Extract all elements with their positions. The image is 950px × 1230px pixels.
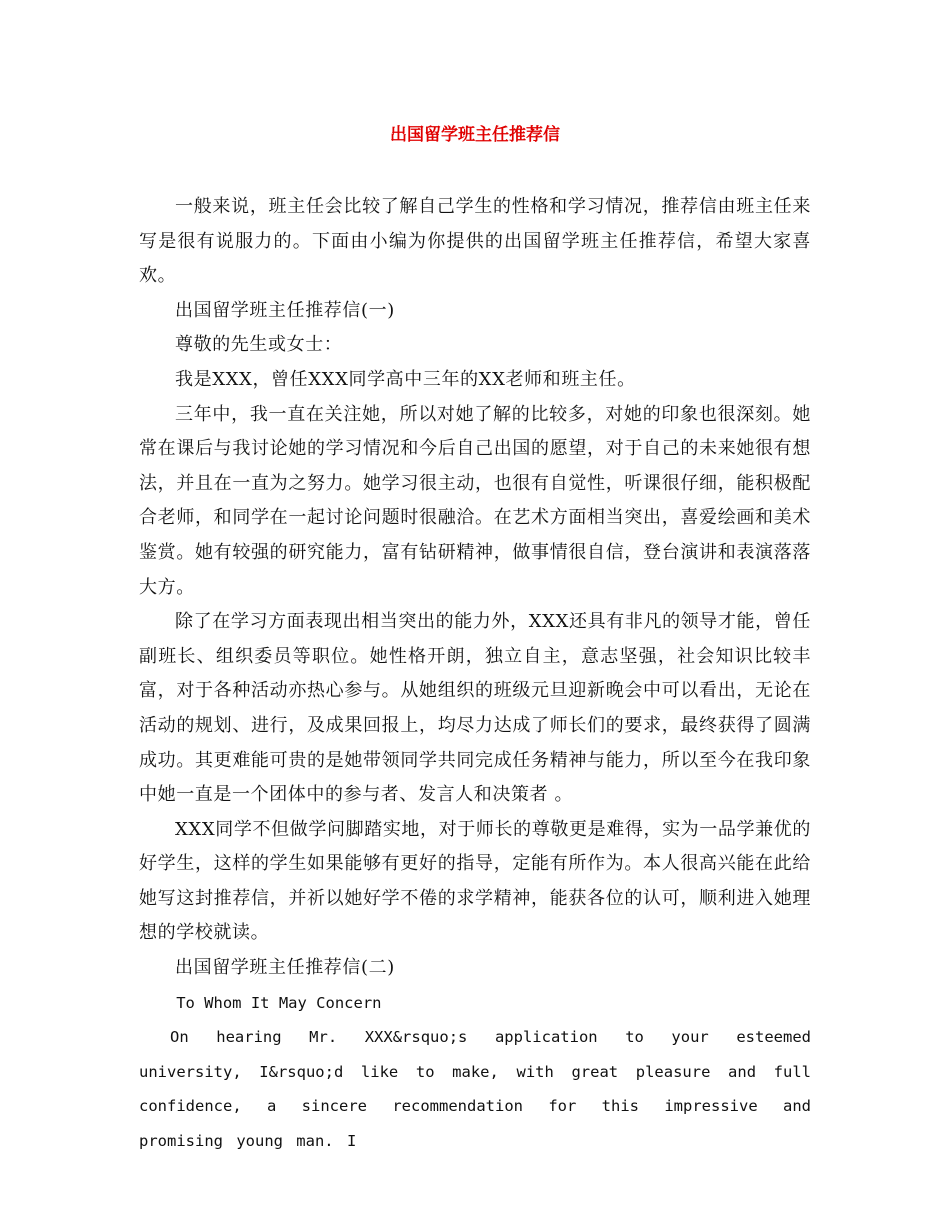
letter-paragraph: XXX同学不但做学问脚踏实地，对于师长的尊敬更是难得，实为一品学兼优的好学生，这样的学生如果能够有更好的指导，定能有所作为。本人很高兴能在此给她写这封推荐信，并祈以她好学不倦的求学精神，能获各位的认可，顺利进入她理想的学校就读。: [139, 818, 811, 944]
document-title: 出国留学班主任推荐信: [390, 125, 560, 145]
english-salutation: To Whom It May Concern: [176, 993, 382, 1012]
letter-paragraph: 我是XXX，曾任XXX同学高中三年的XX老师和班主任。: [175, 368, 636, 390]
letter-paragraph: 三年中，我一直在关注她，所以对她了解的比较多，对她的印象也很深刻。她常在课后与我讨论她的学习情况和今后自己出国的愿望，对于自己的未来她很有想法，并且在一直为之努力。她学习很主动，也很有自觉性，听课很仔细，能积极配合老师，和同学在一起讨论问题时很融洽。在艺术方面相当突出，喜爱绘画和美术鉴赏。她有较强的研究能力，富有钻研精神，做事情很自信，登台演讲和表演落落大方。: [139, 403, 811, 598]
letter-paragraph: 除了在学习方面表现出相当突出的能力外，XXX还具有非凡的领导才能，曾任副班长、组织委员等职位。她性格开朗，独立自主，意志坚强，社会知识比较丰富，对于各种活动亦热心参与。从她组织的班级元旦迎新晚会中可以看出，无论在活动的规划、进行，及成果回报上，均尽力达成了师长们的要求，最终获得了圆满成功。其更难能可贵的是她带领同学共同完成任务精神与能力，所以至今在我印象中她一直是一个团体中的参与者、发言人和决策者 。: [139, 611, 811, 806]
salutation: 尊敬的先生或女士：: [175, 334, 343, 356]
document-body: [139, 190, 811, 1159]
section-heading-two: 出国留学班主任推荐信(二): [175, 957, 395, 979]
section-heading-one: 出国留学班主任推荐信(一): [175, 299, 395, 321]
english-paragraph: On hearing Mr. XXX&rsquo;s application to your esteemed university, I&rsquo;d like to make, with great pleasure and full confidence, a sincere recommendation for this impressive and promising young man. I: [139, 1028, 811, 1151]
intro-paragraph: 一般来说，班主任会比较了解自己学生的性格和学习情况，推荐信由班主任来写是很有说服力的。下面由小编为你提供的出国留学班主任推荐信，希望大家喜欢。: [139, 196, 811, 287]
